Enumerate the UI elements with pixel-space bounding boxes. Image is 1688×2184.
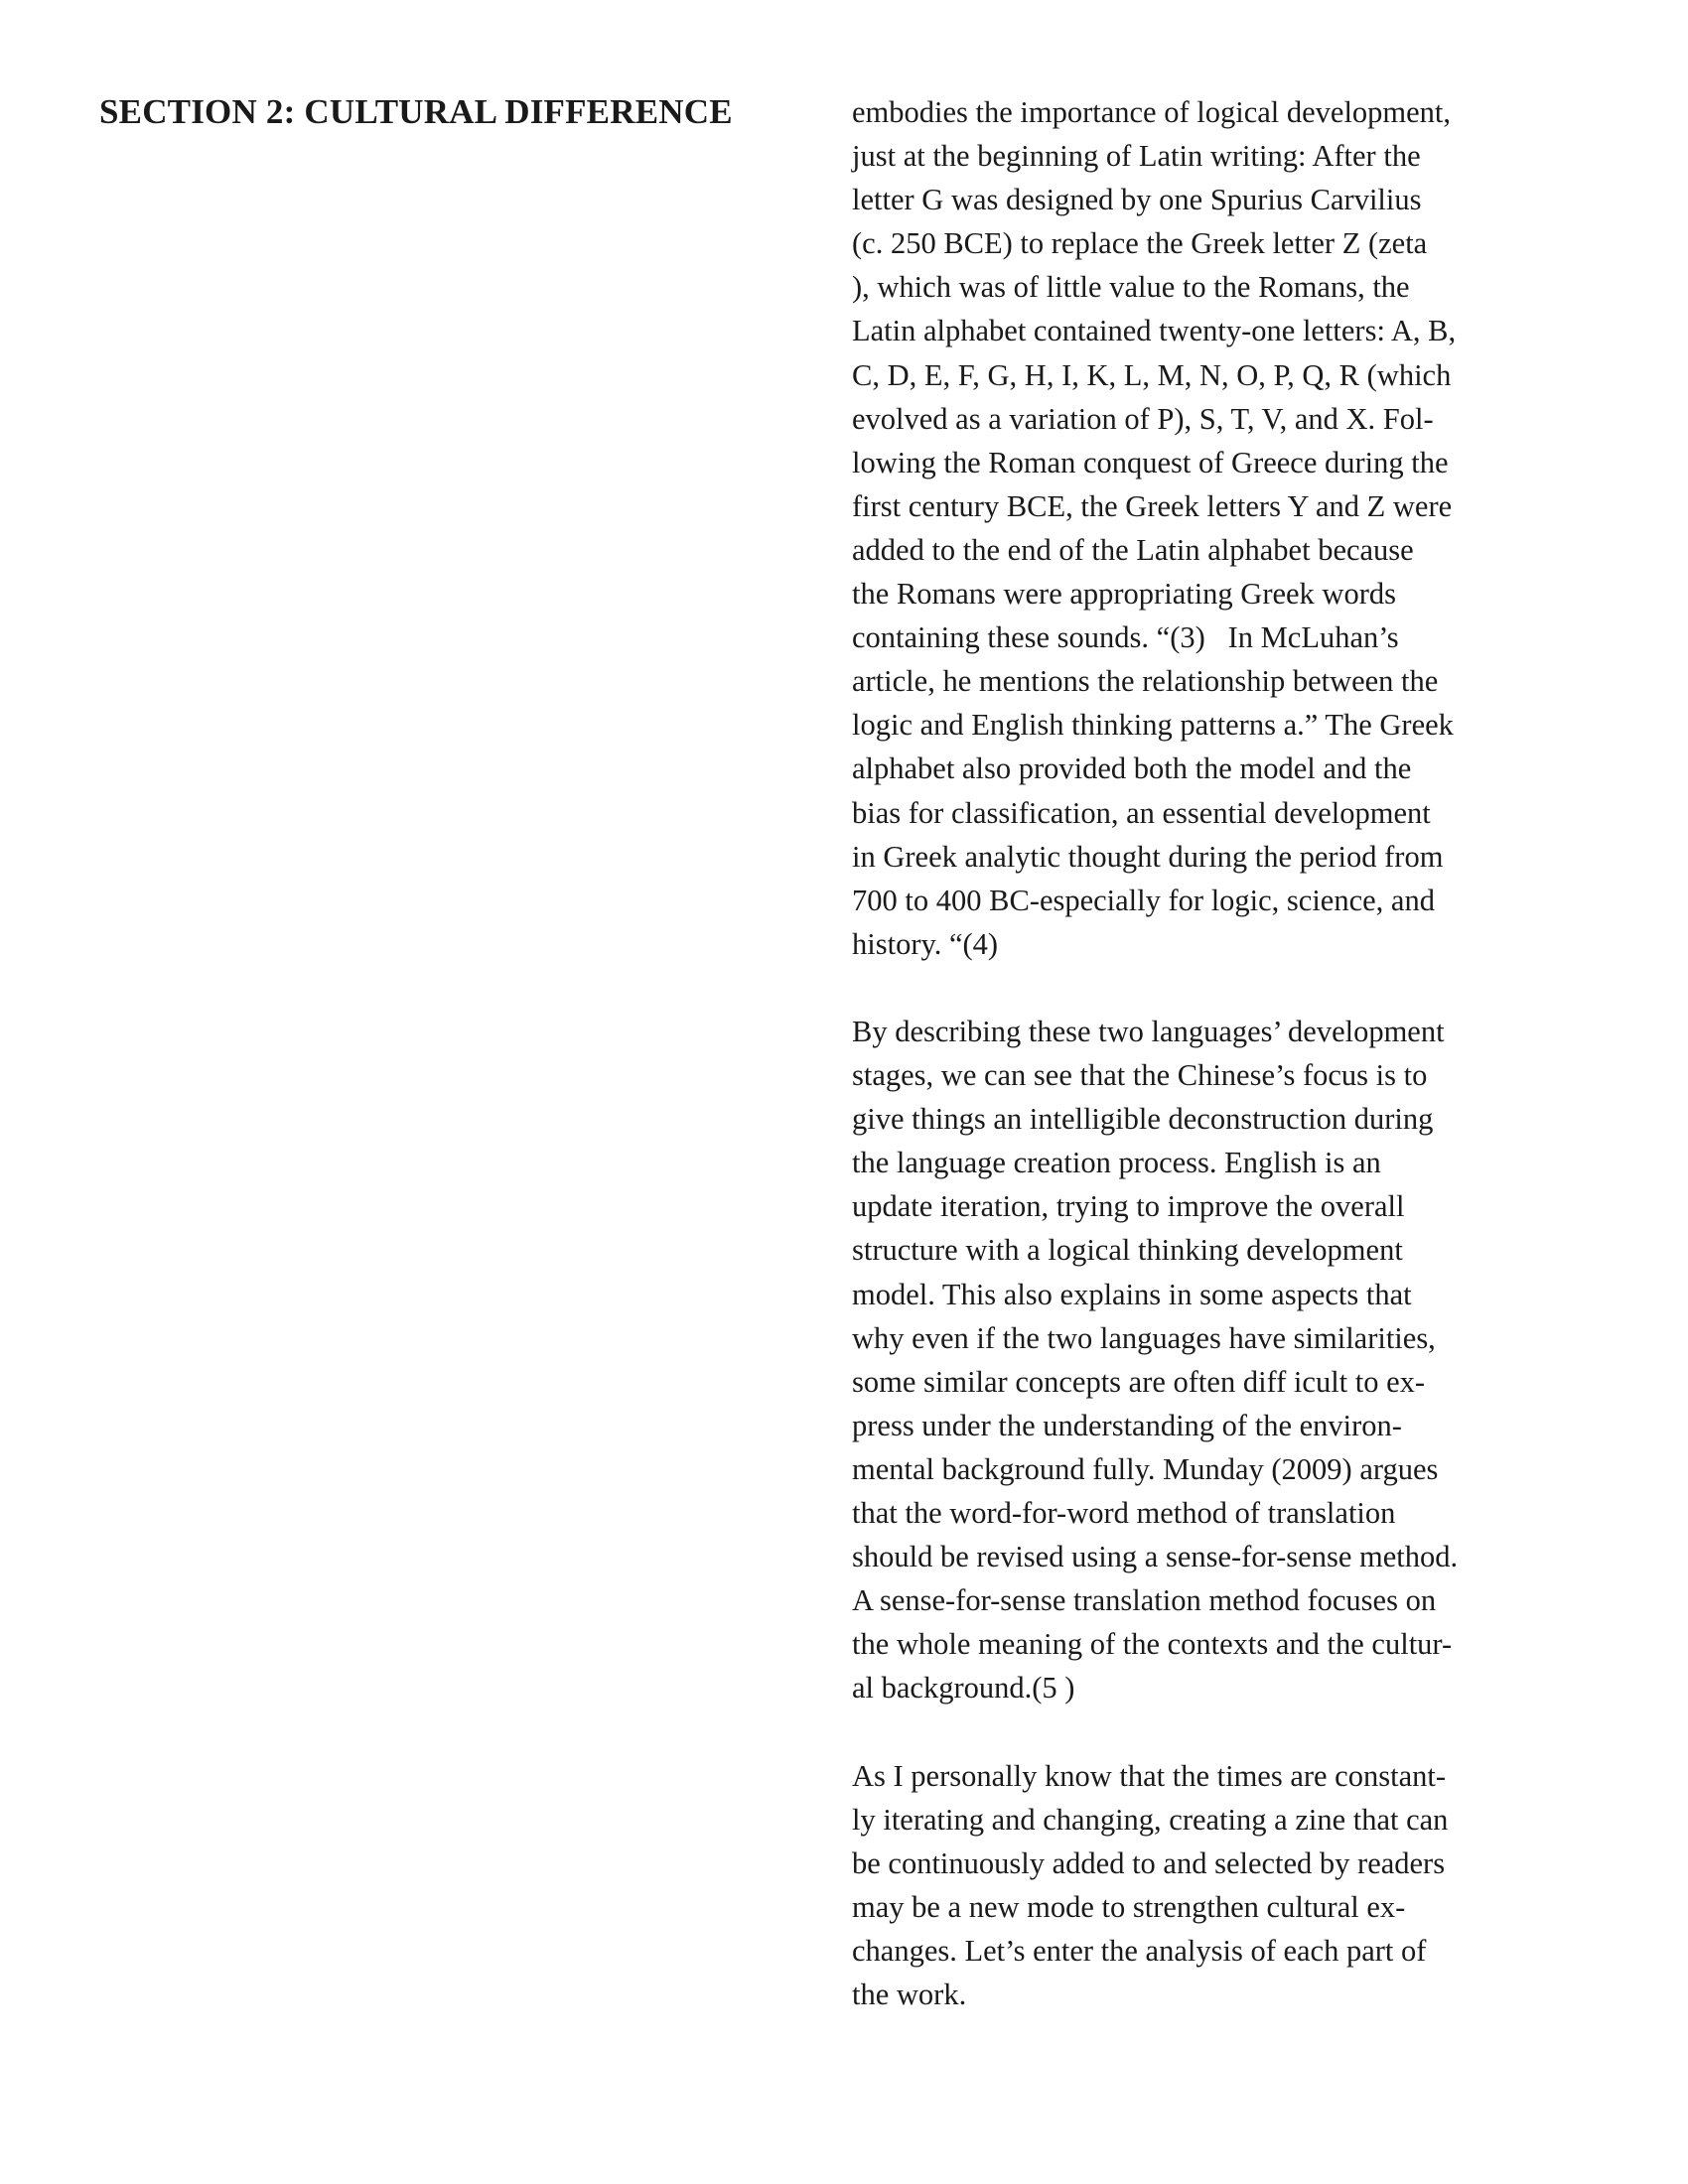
text-line: ), which was of little value to the Romans, the [852,270,1410,305]
text-line: Latin alphabet contained twenty-one letters: A, B, [852,314,1457,348]
body-text-column [852,90,1607,2016]
paragraph-latin-alphabet [852,90,1607,966]
text-line: in Greek analytic thought during the period from [852,839,1444,874]
text-line: first century BCE, the Greek letters Y and Z were [852,488,1453,523]
text-line: 700 to 400 BC-especially for logic, science, and [852,883,1435,917]
text-line: ly iterating and changing, creating a zine that can [852,1802,1449,1837]
text-line: al background.(5 ) [852,1671,1075,1706]
text-line: containing these sounds. “(3) In McLuhan’s [852,620,1399,655]
text-line: structure with a logical thinking development [852,1233,1403,1268]
text-line: As I personally know that the times are constant- [852,1758,1446,1793]
text-line: bias for classification, an essential development [852,795,1431,830]
text-line: give things an intelligible deconstruction during [852,1102,1434,1137]
text-line: that the word-for-word method of translation [852,1496,1396,1530]
text-line: C, D, E, F, G, H, I, K, L, M, N, O, P, Q, R (which [852,357,1452,392]
text-line: why even if the two languages have similarities, [852,1320,1436,1355]
text-line: (c. 250 BCE) to replace the Greek letter Z (zeta [852,226,1428,261]
text-line: may be a new mode to strengthen cultural ex- [852,1889,1406,1924]
text-line: evolved as a variation of P), S, T, V, and X. Fol- [852,401,1434,436]
text-line: By describing these two languages’ development [852,1014,1445,1048]
text-line: the work. [852,1978,967,2012]
text-line: the language creation process. English is an [852,1146,1381,1180]
text-line: A sense-for-sense translation method focuses on [852,1583,1437,1618]
text-line: stages, we can see that the Chinese’s focus is to [852,1058,1428,1093]
text-line: added to the end of the Latin alphabet because [852,532,1414,567]
text-line: be continuously added to and selected by readers [852,1845,1446,1880]
text-line: article, he mentions the relationship between the [852,664,1439,699]
text-line: should be revised using a sense-for-sense method. [852,1540,1459,1574]
text-line: lowing the Roman conquest of Greece during the [852,445,1449,479]
text-line: update iteration, trying to improve the overall [852,1189,1405,1224]
text-line: mental background fully. Munday (2009) argues [852,1451,1439,1486]
text-line: embodies the importance of logical development, [852,95,1452,129]
text-line: model. This also explains in some aspects that [852,1277,1412,1311]
text-line: logic and English thinking patterns a.” The Greek [852,708,1454,743]
paragraph-zine-conclusion [852,1754,1607,2017]
text-line: just at the beginning of Latin writing: After the [852,139,1421,174]
text-line: the whole meaning of the contexts and the cultur- [852,1627,1453,1662]
paragraph-language-development [852,1010,1607,1710]
text-line: letter G was designed by one Spurius Carvilius [852,183,1422,217]
text-line: changes. Let’s enter the analysis of each part of [852,1933,1427,1968]
text-line: press under the understanding of the environ- [852,1408,1402,1442]
text-line: history. “(4) [852,926,999,961]
text-line: the Romans were appropriating Greek words [852,577,1396,612]
section-heading: SECTION 2: CULTURAL DIFFERENCE [99,92,733,131]
text-line: alphabet also provided both the model and the [852,751,1412,786]
text-line: some similar concepts are often diff icult to ex- [852,1364,1426,1399]
